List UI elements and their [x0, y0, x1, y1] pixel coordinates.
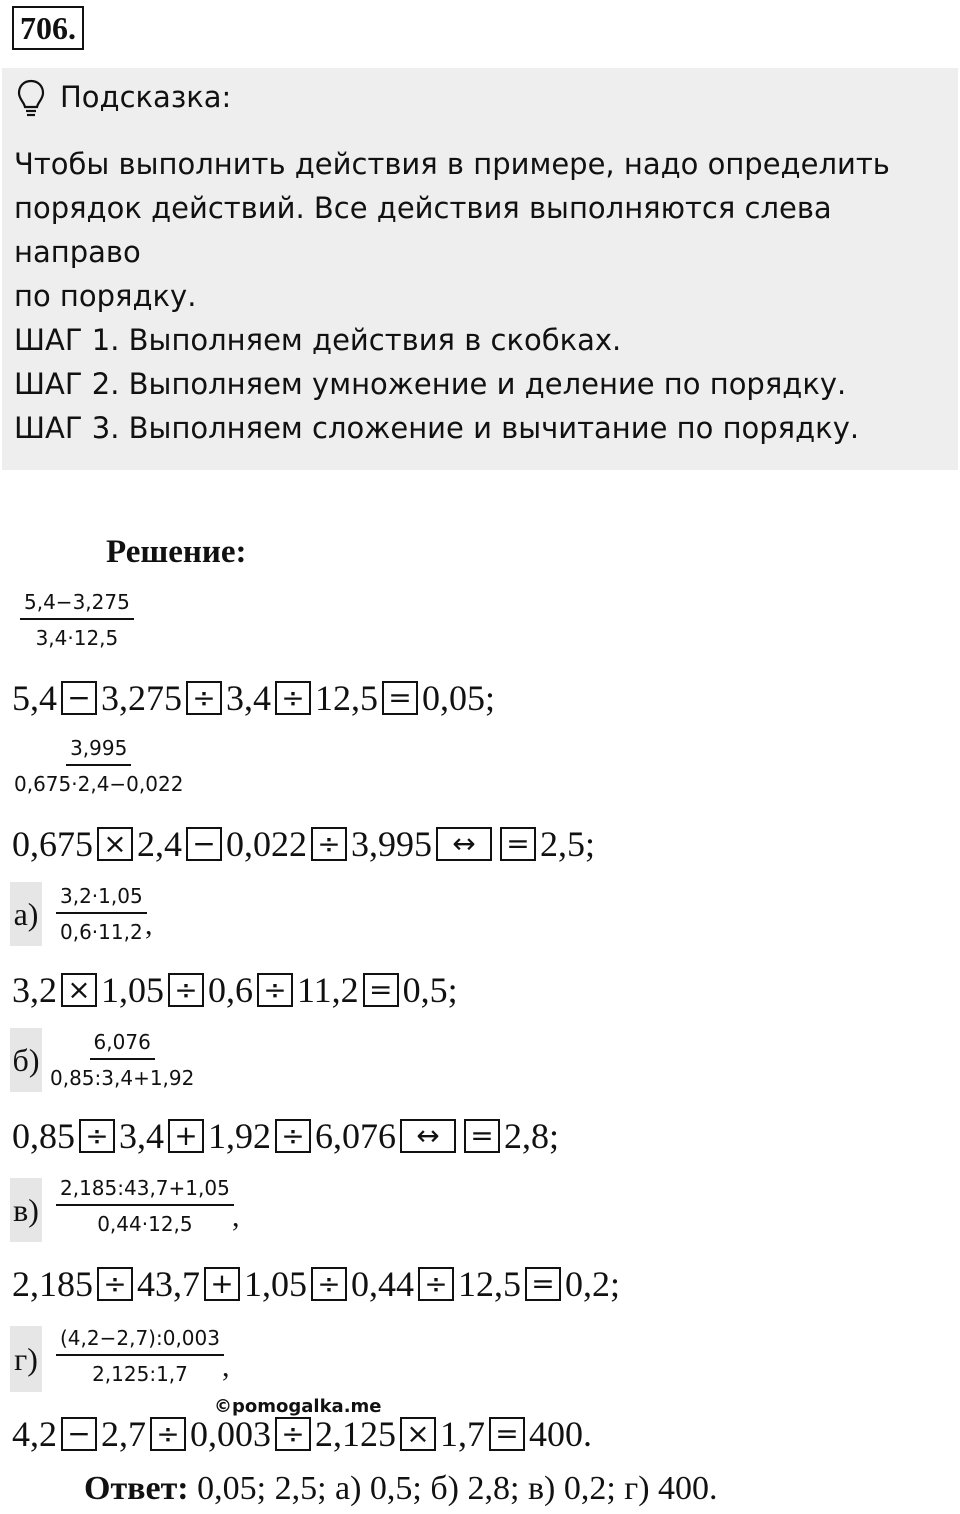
multiply-key: × [400, 1417, 436, 1451]
step-label: ШАГ 2. [14, 367, 120, 401]
swap-key: ↔ [436, 827, 492, 861]
equals-key: = [363, 973, 399, 1007]
calc-number: 6,076 [315, 1116, 396, 1156]
minus-key: − [61, 681, 97, 715]
divide-key: ÷ [418, 1267, 454, 1301]
fraction-expression [10, 736, 187, 796]
fraction-numerator: (4,2−2,7):0,003 [56, 1326, 224, 1356]
fraction-numerator: 3,995 [66, 736, 131, 766]
calc-number: 0,85 [12, 1116, 75, 1156]
divide-key: ÷ [97, 1267, 133, 1301]
divide-key: ÷ [311, 1267, 347, 1301]
fraction-comma: , [232, 1200, 240, 1233]
minus-key: − [186, 827, 222, 861]
hint-line: по порядку. [14, 279, 197, 313]
divide-key: ÷ [186, 681, 222, 715]
divide-key: ÷ [311, 827, 347, 861]
fraction-expression [20, 590, 134, 650]
calc-number: 3,4 [119, 1116, 164, 1156]
step-label: ШАГ 1. [14, 323, 120, 357]
calc-number: 5,4 [12, 678, 57, 718]
plus-key: + [168, 1119, 204, 1153]
swap-key: ↔ [400, 1119, 456, 1153]
divide-key: ÷ [257, 973, 293, 1007]
equals-key: = [489, 1417, 525, 1451]
fraction-expression [46, 1030, 198, 1090]
hint-line: Чтобы выполнить действия в примере, надо определить [14, 147, 890, 181]
calc-number: 2,185 [12, 1264, 93, 1304]
calc-number: 3,2 [12, 970, 57, 1010]
answer-label: Ответ: [84, 1470, 189, 1507]
calc-number: 43,7 [137, 1264, 200, 1304]
calc-number: 400. [529, 1414, 592, 1454]
calc-number: 1,7 [440, 1414, 485, 1454]
fraction-expression [56, 1176, 234, 1236]
calc-number: 0,44 [351, 1264, 414, 1304]
hint-step [14, 318, 954, 362]
example-letter: г) [10, 1326, 42, 1392]
divide-key: ÷ [79, 1119, 115, 1153]
plus-key: + [204, 1267, 240, 1301]
calculator-sequence [12, 822, 595, 866]
calc-number: 3,4 [226, 678, 271, 718]
fraction-numerator: 2,185:43,7+1,05 [56, 1176, 234, 1206]
step-text: Выполняем сложение и вычитание по порядку. [119, 411, 860, 445]
calc-number: 1,05 [101, 970, 164, 1010]
equals-key: = [464, 1119, 500, 1153]
fraction-denominator: 0,44·12,5 [97, 1212, 193, 1236]
fraction-denominator: 2,125:1,7 [92, 1362, 188, 1386]
calc-number: 1,05 [244, 1264, 307, 1304]
fraction-denominator: 0,6·11,2 [60, 920, 143, 944]
calculator-sequence [12, 676, 495, 720]
problem-number: 706. [12, 6, 84, 50]
calc-number: 3,995 [351, 824, 432, 864]
calc-number: 0,6 [208, 970, 253, 1010]
calc-number: 0,003 [190, 1414, 271, 1454]
fraction-numerator: 5,4−3,275 [20, 590, 134, 620]
calc-number: 11,2 [297, 970, 359, 1010]
step-text: Выполняем действия в скобках. [119, 323, 622, 357]
calc-number: 0,05; [422, 678, 496, 718]
fraction-denominator: 3,4·12,5 [35, 626, 119, 650]
answer-line [84, 1470, 718, 1508]
equals-key: = [500, 827, 536, 861]
fraction-numerator: 3,2·1,05 [56, 884, 147, 914]
calculator-sequence [12, 1412, 592, 1456]
multiply-key: × [61, 973, 97, 1007]
calculator-sequence [12, 1262, 620, 1306]
calc-number: 2,4 [137, 824, 182, 864]
divide-key: ÷ [150, 1417, 186, 1451]
hint-step [14, 362, 954, 406]
calculator-sequence [12, 1114, 559, 1158]
calc-number: 2,125 [315, 1414, 396, 1454]
fraction-comma: , [145, 908, 153, 941]
solution-title: Решение: [106, 534, 247, 570]
calc-number: 12,5 [458, 1264, 521, 1304]
calc-number: 3,275 [101, 678, 182, 718]
divide-key: ÷ [275, 1417, 311, 1451]
multiply-key: × [97, 827, 133, 861]
calc-number: 1,92 [208, 1116, 271, 1156]
example-letter: в) [10, 1178, 42, 1242]
step-label: ШАГ 3. [14, 411, 120, 445]
calc-number: 12,5 [315, 678, 378, 718]
hint-paragraph [14, 142, 954, 450]
divide-key: ÷ [275, 1119, 311, 1153]
watermark: ©pomogalka.me [214, 1396, 382, 1417]
example-letter: б) [10, 1028, 42, 1092]
fraction-expression [56, 1326, 224, 1386]
divide-key: ÷ [275, 681, 311, 715]
example-letter: а) [10, 882, 42, 946]
hint-title: Подсказка: [60, 80, 232, 114]
hint-step [14, 406, 954, 450]
divide-key: ÷ [168, 973, 204, 1007]
answer-text: 0,05; 2,5; а) 0,5; б) 2,8; в) 0,2; г) 400. [197, 1470, 718, 1507]
equals-key: = [525, 1267, 561, 1301]
step-text: Выполняем умножение и деление по порядку. [119, 367, 847, 401]
calc-number: 2,8; [504, 1116, 560, 1156]
fraction-denominator: 0,675·2,4−0,022 [14, 772, 184, 796]
calc-number: 0,2; [565, 1264, 621, 1304]
calc-number: 0,5; [402, 970, 458, 1010]
calc-number: 4,2 [12, 1414, 57, 1454]
fraction-expression [56, 884, 147, 944]
equals-key: = [382, 681, 418, 715]
calculator-sequence [12, 968, 458, 1012]
calc-number: 2,5; [540, 824, 596, 864]
calc-number: 0,675 [12, 824, 93, 864]
fraction-numerator: 6,076 [90, 1030, 155, 1060]
lightbulb-icon [16, 78, 46, 118]
fraction-denominator: 0,85:3,4+1,92 [50, 1066, 195, 1090]
hint-line: порядок действий. Все действия выполняются слева направо [14, 191, 832, 269]
calc-number: 0,022 [226, 824, 307, 864]
minus-key: − [61, 1417, 97, 1451]
calc-number: 2,7 [101, 1414, 146, 1454]
fraction-comma: , [222, 1350, 230, 1383]
